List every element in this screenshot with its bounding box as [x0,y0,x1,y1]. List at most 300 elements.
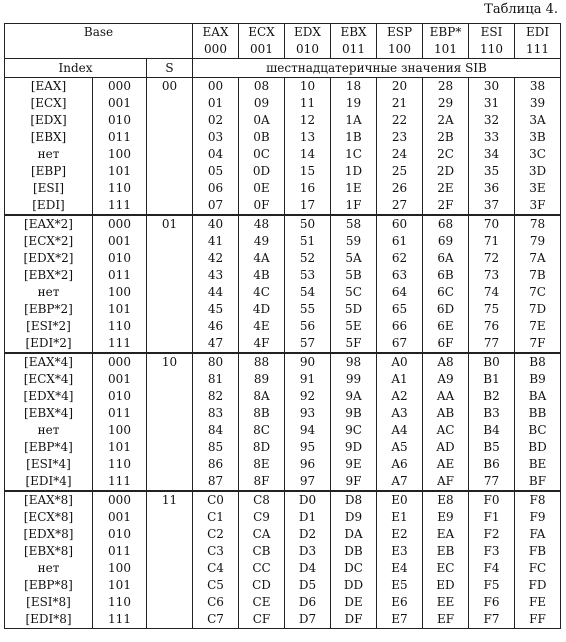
sib-value-cell: 4A [239,250,285,267]
sib-value-cell: A4 [377,422,423,439]
sib-value-cell: A9 [423,371,469,388]
table-body [5,24,561,629]
sib-value-cell: 78 [515,215,561,233]
sib-value-cell: A7 [377,473,423,491]
scale-cell [147,422,193,439]
sib-value-cell: 86 [193,456,239,473]
sib-value-cell: 42 [193,250,239,267]
sib-value-cell: A8 [423,353,469,371]
sib-value-cell: 9E [331,456,377,473]
index-cell: [EBP] [5,163,93,180]
sib-value-cell: 96 [285,456,331,473]
sib-value-cell: 99 [331,371,377,388]
sib-value-cell: 8A [239,388,285,405]
sib-value-cell: 13 [285,129,331,146]
index-code-cell: 000 [93,353,147,371]
sib-value-cell: 77 [469,335,515,353]
sib-value-cell: 3C [515,146,561,163]
sib-value-cell: FD [515,577,561,594]
table-row [5,405,561,422]
table-row [5,543,561,560]
sib-value-cell: F6 [469,594,515,611]
sib-value-cell: C0 [193,491,239,509]
index-cell: [ESI*2] [5,318,93,335]
sib-value-cell: 3F [515,197,561,215]
sib-value-cell: 65 [377,301,423,318]
sib-value-cell: B1 [469,371,515,388]
sib-value-cell: C5 [193,577,239,594]
sib-value-cell: FA [515,526,561,543]
sib-value-cell: E2 [377,526,423,543]
scale-cell [147,526,193,543]
index-code-cell: 000 [93,215,147,233]
sib-value-cell: B5 [469,439,515,456]
sib-value-cell: 1F [331,197,377,215]
sib-value-cell: D4 [285,560,331,577]
scale-cell [147,543,193,560]
sib-value-cell: CA [239,526,285,543]
sib-value-cell: 88 [239,353,285,371]
table-row [5,146,561,163]
index-code-cell: 010 [93,112,147,129]
table-row [5,371,561,388]
scale-cell [147,180,193,197]
sib-value-cell: 9F [331,473,377,491]
sib-value-cell: 1D [331,163,377,180]
sib-value-cell: 0F [239,197,285,215]
sib-value-cell: D7 [285,611,331,629]
sib-value-cell: D1 [285,509,331,526]
table-row [5,422,561,439]
sib-value-cell: 25 [377,163,423,180]
sib-value-cell: 7A [515,250,561,267]
sib-value-cell: C4 [193,560,239,577]
sib-value-cell: 92 [285,388,331,405]
sib-value-cell: 18 [331,78,377,96]
sib-value-cell: 23 [377,129,423,146]
index-cell: [EAX*4] [5,353,93,371]
sib-value-cell: FB [515,543,561,560]
index-code-cell: 001 [93,371,147,388]
sib-value-cell: 50 [285,215,331,233]
sib-value-cell: 1B [331,129,377,146]
sib-value-cell: 1C [331,146,377,163]
sib-value-cell: 79 [515,233,561,250]
scale-cell [147,163,193,180]
index-cell: [ESI] [5,180,93,197]
index-cell: [EBP*4] [5,439,93,456]
table-row [5,439,561,456]
sib-value-cell: BA [515,388,561,405]
table-row [5,215,561,233]
sib-value-cell: 8F [239,473,285,491]
sib-value-cell: DC [331,560,377,577]
sib-value-cell: 73 [469,267,515,284]
sib-value-cell: CB [239,543,285,560]
scale-cell [147,95,193,112]
index-cell: [ECX] [5,95,93,112]
sib-value-cell: CC [239,560,285,577]
sib-value-cell: E5 [377,577,423,594]
sib-value-cell: 33 [469,129,515,146]
reg-code-header: 111 [515,41,561,59]
sib-value-cell: 52 [285,250,331,267]
sib-value-cell: 29 [423,95,469,112]
scale-cell: 01 [147,215,193,233]
sib-value-cell: C2 [193,526,239,543]
reg-code-header: 011 [331,41,377,59]
index-cell: [EAX*8] [5,491,93,509]
sib-value-cell: 39 [515,95,561,112]
sib-value-cell: 4D [239,301,285,318]
sib-value-cell: 59 [331,233,377,250]
table-row [5,318,561,335]
table-row [5,197,561,215]
scale-cell [147,594,193,611]
scale-cell [147,439,193,456]
scale-cell [147,577,193,594]
index-code-cell: 010 [93,388,147,405]
sib-value-cell: 14 [285,146,331,163]
sib-value-cell: 17 [285,197,331,215]
sib-value-cell: 5F [331,335,377,353]
sib-value-cell: 01 [193,95,239,112]
sib-value-cell: 16 [285,180,331,197]
scale-cell [147,456,193,473]
reg-name-header: ESI [469,24,515,42]
sib-value-cell: 9B [331,405,377,422]
subheader-row [5,59,561,78]
scale-cell [147,301,193,318]
sib-value-cell: 75 [469,301,515,318]
sib-value-cell: 91 [285,371,331,388]
sib-value-cell: F0 [469,491,515,509]
index-cell: [EDX*8] [5,526,93,543]
sib-value-cell: 2B [423,129,469,146]
index-cell: [ECX*2] [5,233,93,250]
reg-code-header: 010 [285,41,331,59]
sib-value-cell: F5 [469,577,515,594]
reg-name-header: ESP [377,24,423,42]
sib-value-cell: D0 [285,491,331,509]
sib-value-cell: 70 [469,215,515,233]
sib-value-cell: B4 [469,422,515,439]
index-code-cell: 111 [93,197,147,215]
sib-value-cell: 9C [331,422,377,439]
sib-value-cell: 56 [285,318,331,335]
sib-value-cell: C9 [239,509,285,526]
index-cell: [ECX*4] [5,371,93,388]
sib-value-cell: E9 [423,509,469,526]
sib-value-cell: F3 [469,543,515,560]
sib-value-cell: 54 [285,284,331,301]
sib-value-cell: 4E [239,318,285,335]
index-cell: [EBX*2] [5,267,93,284]
sib-value-cell: A3 [377,405,423,422]
sib-value-cell: 3B [515,129,561,146]
sib-value-cell: 7C [515,284,561,301]
sib-value-cell: CF [239,611,285,629]
sib-value-cell: C6 [193,594,239,611]
table-row [5,233,561,250]
index-code-cell: 010 [93,250,147,267]
sib-value-cell: 85 [193,439,239,456]
index-code-cell: 111 [93,335,147,353]
reg-name-header: EAX [193,24,239,42]
sib-value-cell: 31 [469,95,515,112]
sib-table [4,23,561,629]
sib-value-cell: 53 [285,267,331,284]
table-row [5,353,561,371]
sib-value-cell: 58 [331,215,377,233]
table-row [5,250,561,267]
sib-value-cell: 74 [469,284,515,301]
reg-name-header: ECX [239,24,285,42]
index-cell: [EBP*8] [5,577,93,594]
scale-cell [147,611,193,629]
sib-value-cell: DA [331,526,377,543]
sib-value-cell: 7D [515,301,561,318]
sib-value-cell: 32 [469,112,515,129]
sib-value-cell: BB [515,405,561,422]
sib-value-cell: 0A [239,112,285,129]
table-row [5,491,561,509]
table-row [5,509,561,526]
sib-value-cell: 3D [515,163,561,180]
sib-value-cell: 2A [423,112,469,129]
index-code-cell: 110 [93,594,147,611]
table-row [5,112,561,129]
sib-value-cell: A6 [377,456,423,473]
index-code-cell: 101 [93,439,147,456]
sib-value-cell: EE [423,594,469,611]
sib-value-cell: BE [515,456,561,473]
sib-value-cell: D3 [285,543,331,560]
index-code-cell: 111 [93,473,147,491]
scale-cell [147,509,193,526]
sib-value-cell: 28 [423,78,469,96]
sib-value-cell: 05 [193,163,239,180]
table-row [5,129,561,146]
sib-value-cell: 24 [377,146,423,163]
sib-value-cell: E4 [377,560,423,577]
sib-value-cell: 76 [469,318,515,335]
table-row [5,526,561,543]
sib-value-cell: 27 [377,197,423,215]
sib-value-cell: 19 [331,95,377,112]
sib-value-cell: FE [515,594,561,611]
sib-value-cell: 38 [515,78,561,96]
sib-value-cell: 35 [469,163,515,180]
sib-value-cell: 67 [377,335,423,353]
sib-value-cell: E8 [423,491,469,509]
sib-value-cell: F4 [469,560,515,577]
sib-value-cell: EC [423,560,469,577]
sib-value-cell: 8B [239,405,285,422]
sib-value-cell: 03 [193,129,239,146]
index-code-cell: 100 [93,284,147,301]
reg-code-header: 100 [377,41,423,59]
sib-value-cell: D9 [331,509,377,526]
header-row-names [5,24,561,42]
sib-value-cell: 4B [239,267,285,284]
index-code-cell: 000 [93,491,147,509]
index-cell: [EAX] [5,78,93,96]
table-row [5,473,561,491]
reg-name-header: EDX [285,24,331,42]
sib-value-cell: 6A [423,250,469,267]
index-code-cell: 011 [93,543,147,560]
sib-value-cell: 6C [423,284,469,301]
sib-value-cell: 66 [377,318,423,335]
s-header: S [147,59,193,78]
sib-value-cell: 12 [285,112,331,129]
scale-cell [147,335,193,353]
index-cell: [EDX*4] [5,388,93,405]
index-cell: нет [5,146,93,163]
table-row [5,284,561,301]
scale-cell: 00 [147,78,193,96]
sib-value-cell: 4F [239,335,285,353]
table-row [5,267,561,284]
sib-value-cell: 87 [193,473,239,491]
sib-value-cell: C1 [193,509,239,526]
sib-value-cell: 48 [239,215,285,233]
sib-value-cell: F7 [469,611,515,629]
sib-value-cell: 0D [239,163,285,180]
sib-value-cell: 2F [423,197,469,215]
sib-value-cell: 3A [515,112,561,129]
sib-value-cell: F9 [515,509,561,526]
sib-value-cell: 37 [469,197,515,215]
sib-value-cell: 6E [423,318,469,335]
sib-value-cell: 84 [193,422,239,439]
sib-value-cell: 2D [423,163,469,180]
sib-value-cell: E1 [377,509,423,526]
sib-value-cell: AF [423,473,469,491]
sib-value-cell: 21 [377,95,423,112]
sib-value-cell: 44 [193,284,239,301]
sib-value-cell: 5D [331,301,377,318]
scale-cell [147,405,193,422]
hex-values-header: шестнадцатеричные значения SIB [193,59,561,78]
table-row [5,577,561,594]
table-row [5,456,561,473]
sib-value-cell: E6 [377,594,423,611]
sib-value-cell: 1E [331,180,377,197]
sib-value-cell: CE [239,594,285,611]
sib-value-cell: C3 [193,543,239,560]
reg-name-header: EDI [515,24,561,42]
sib-value-cell: 41 [193,233,239,250]
index-code-cell: 110 [93,180,147,197]
sib-value-cell: 26 [377,180,423,197]
sib-value-cell: EA [423,526,469,543]
sib-value-cell: 9A [331,388,377,405]
sib-value-cell: 5B [331,267,377,284]
sib-value-cell: 64 [377,284,423,301]
sib-value-cell: 51 [285,233,331,250]
table-row [5,180,561,197]
sib-value-cell: DE [331,594,377,611]
sib-value-cell: 8D [239,439,285,456]
sib-value-cell: B9 [515,371,561,388]
sib-value-cell: EB [423,543,469,560]
sib-value-cell: D5 [285,577,331,594]
index-code-cell: 101 [93,163,147,180]
sib-value-cell: 95 [285,439,331,456]
sib-value-cell: 94 [285,422,331,439]
sib-value-cell: 2E [423,180,469,197]
sib-value-cell: E0 [377,491,423,509]
sib-value-cell: A1 [377,371,423,388]
scale-cell [147,197,193,215]
sib-value-cell: FF [515,611,561,629]
sib-value-cell: 98 [331,353,377,371]
sib-value-cell: FC [515,560,561,577]
sib-value-cell: 5E [331,318,377,335]
sib-value-cell: 11 [285,95,331,112]
table-row [5,335,561,353]
sib-value-cell: 5C [331,284,377,301]
table-row [5,560,561,577]
sib-value-cell: 04 [193,146,239,163]
sib-value-cell: AA [423,388,469,405]
sib-value-cell: D6 [285,594,331,611]
sib-value-cell: 7E [515,318,561,335]
sib-value-cell: 0E [239,180,285,197]
sib-value-cell: 72 [469,250,515,267]
sib-value-cell: 34 [469,146,515,163]
sib-value-cell: 06 [193,180,239,197]
scale-cell [147,267,193,284]
sib-value-cell: C8 [239,491,285,509]
sib-value-cell: 81 [193,371,239,388]
sib-value-cell: 90 [285,353,331,371]
sib-value-cell: 0B [239,129,285,146]
sib-value-cell: BF [515,473,561,491]
index-code-cell: 100 [93,146,147,163]
sib-value-cell: 6B [423,267,469,284]
sib-value-cell: 68 [423,215,469,233]
reg-code-header: 101 [423,41,469,59]
table-row [5,301,561,318]
sib-value-cell: 46 [193,318,239,335]
reg-code-header: 000 [193,41,239,59]
sib-value-cell: 49 [239,233,285,250]
index-code-cell: 111 [93,611,147,629]
sib-value-cell: 97 [285,473,331,491]
index-cell: [EDI*2] [5,335,93,353]
sib-value-cell: 09 [239,95,285,112]
scale-cell [147,371,193,388]
scale-cell [147,473,193,491]
index-cell: [EAX*2] [5,215,93,233]
sib-value-cell: 61 [377,233,423,250]
sib-value-cell: DF [331,611,377,629]
index-cell: [EDI] [5,197,93,215]
sib-value-cell: A0 [377,353,423,371]
sib-value-cell: 02 [193,112,239,129]
table-row [5,163,561,180]
table-row [5,78,561,96]
sib-value-cell: 8C [239,422,285,439]
sib-value-cell: 83 [193,405,239,422]
base-header: Base [5,24,193,59]
table-caption: Таблица 4. [484,2,558,17]
sib-value-cell: D2 [285,526,331,543]
sib-value-cell: AE [423,456,469,473]
